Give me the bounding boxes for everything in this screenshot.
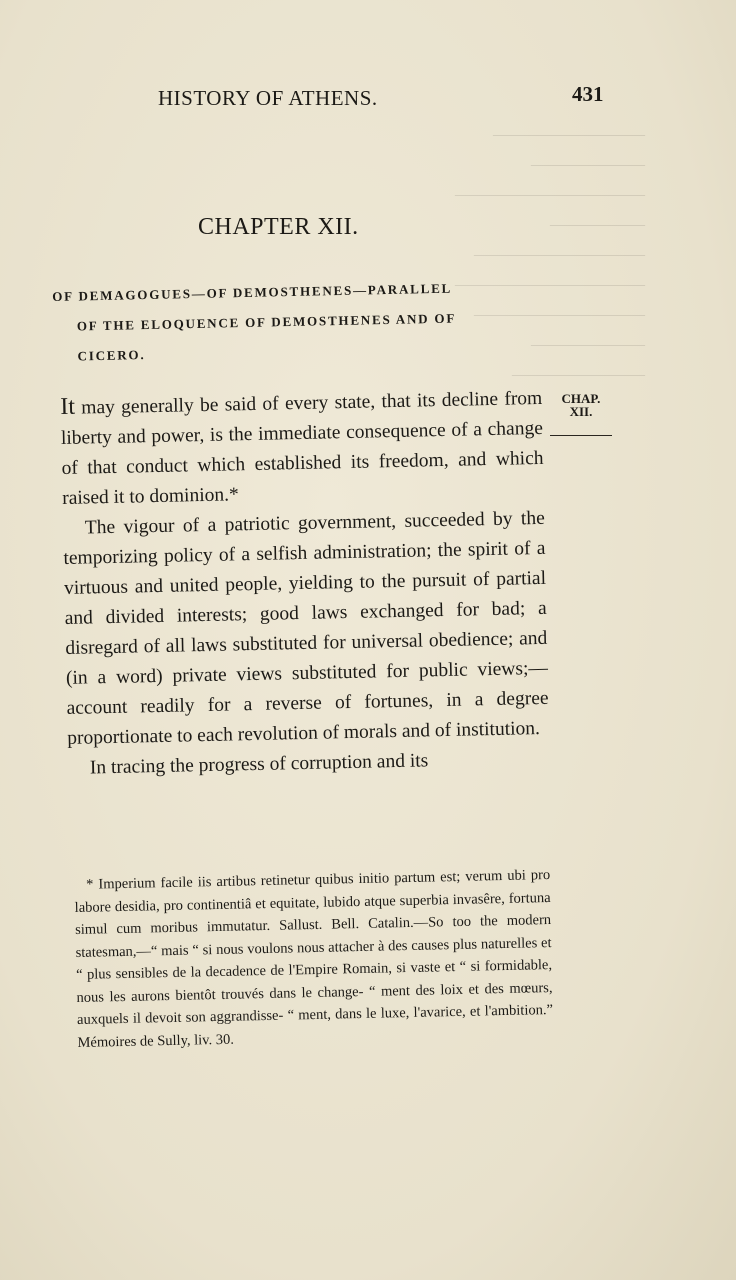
margin-note [550, 392, 612, 436]
chapter-heading: CHAPTER XII. [198, 214, 359, 240]
paragraph-1 [60, 382, 544, 514]
paragraph-2: The vigour of a patriotic government, succeeded by the temporizing policy of a selfish administration; the spirit of a virtuous and united people, yielding to the pursuit of partial and divided interests; good laws exchanged for bad; a disregard of all laws substituted for universal obedience; and (in a word) private views substituted for public views;—account readily for a reverse of fortunes, in a degree proportionate to each revolution of morals and of institution. [63, 507, 549, 749]
margin-note-number: XII. [569, 404, 593, 419]
page-number: 431 [572, 82, 604, 106]
footnote [74, 864, 554, 1054]
paragraph-1-text: may generally be said of every state, that its decline from liberty and power, is the immediate consequence of a change of that conduct which established its freedom, and which raised it to dominion.* [60, 387, 544, 509]
subtitle-line: OF DEMAGOGUES—OF DEMOSTHENES—PARALLEL [52, 280, 453, 304]
paragraph-3: In tracing the progress of corruption and its [89, 750, 429, 779]
subtitle-line: CICERO. [77, 347, 146, 364]
subtitle-line: OF THE ELOQUENCE OF DEMOSTHENES AND OF [76, 310, 457, 334]
body-text [60, 382, 550, 784]
margin-note-chap: CHAP. [561, 391, 601, 406]
margin-rule [550, 435, 612, 436]
bleed-through-text: ———————— —————— —————————— ————— ————————— —————————— ————————— —————— ——————— [455, 124, 645, 385]
running-head: HISTORY OF ATHENS. [158, 86, 378, 110]
drop-cap: It [60, 393, 76, 420]
chapter-subtitle [52, 272, 554, 372]
footnote-text: * Imperium facile iis artibus retinetur quibus initio partum est; verum ubi pro labore desidia, pro continentiâ et equitate, lubido atque superbia invasêre, fortuna simul cum moribus immutatur. Sallust. Bell. Catalin.—So too the modern statesman,—“ mais “ si nous voulons nous attacher à des causes plus naturelles et “ plus sensibles de la decadence de l'Empire Romain, si vaste et “ si formidable, nous les aurons bientôt trouvés dans le change- “ ment des loix et des mœurs, auxquels il devoit son aggrandisse- “ ment, dans le luxe, l'avarice, et l'ambition.” Mémoires de Sully, liv. 30. [74, 867, 554, 1051]
